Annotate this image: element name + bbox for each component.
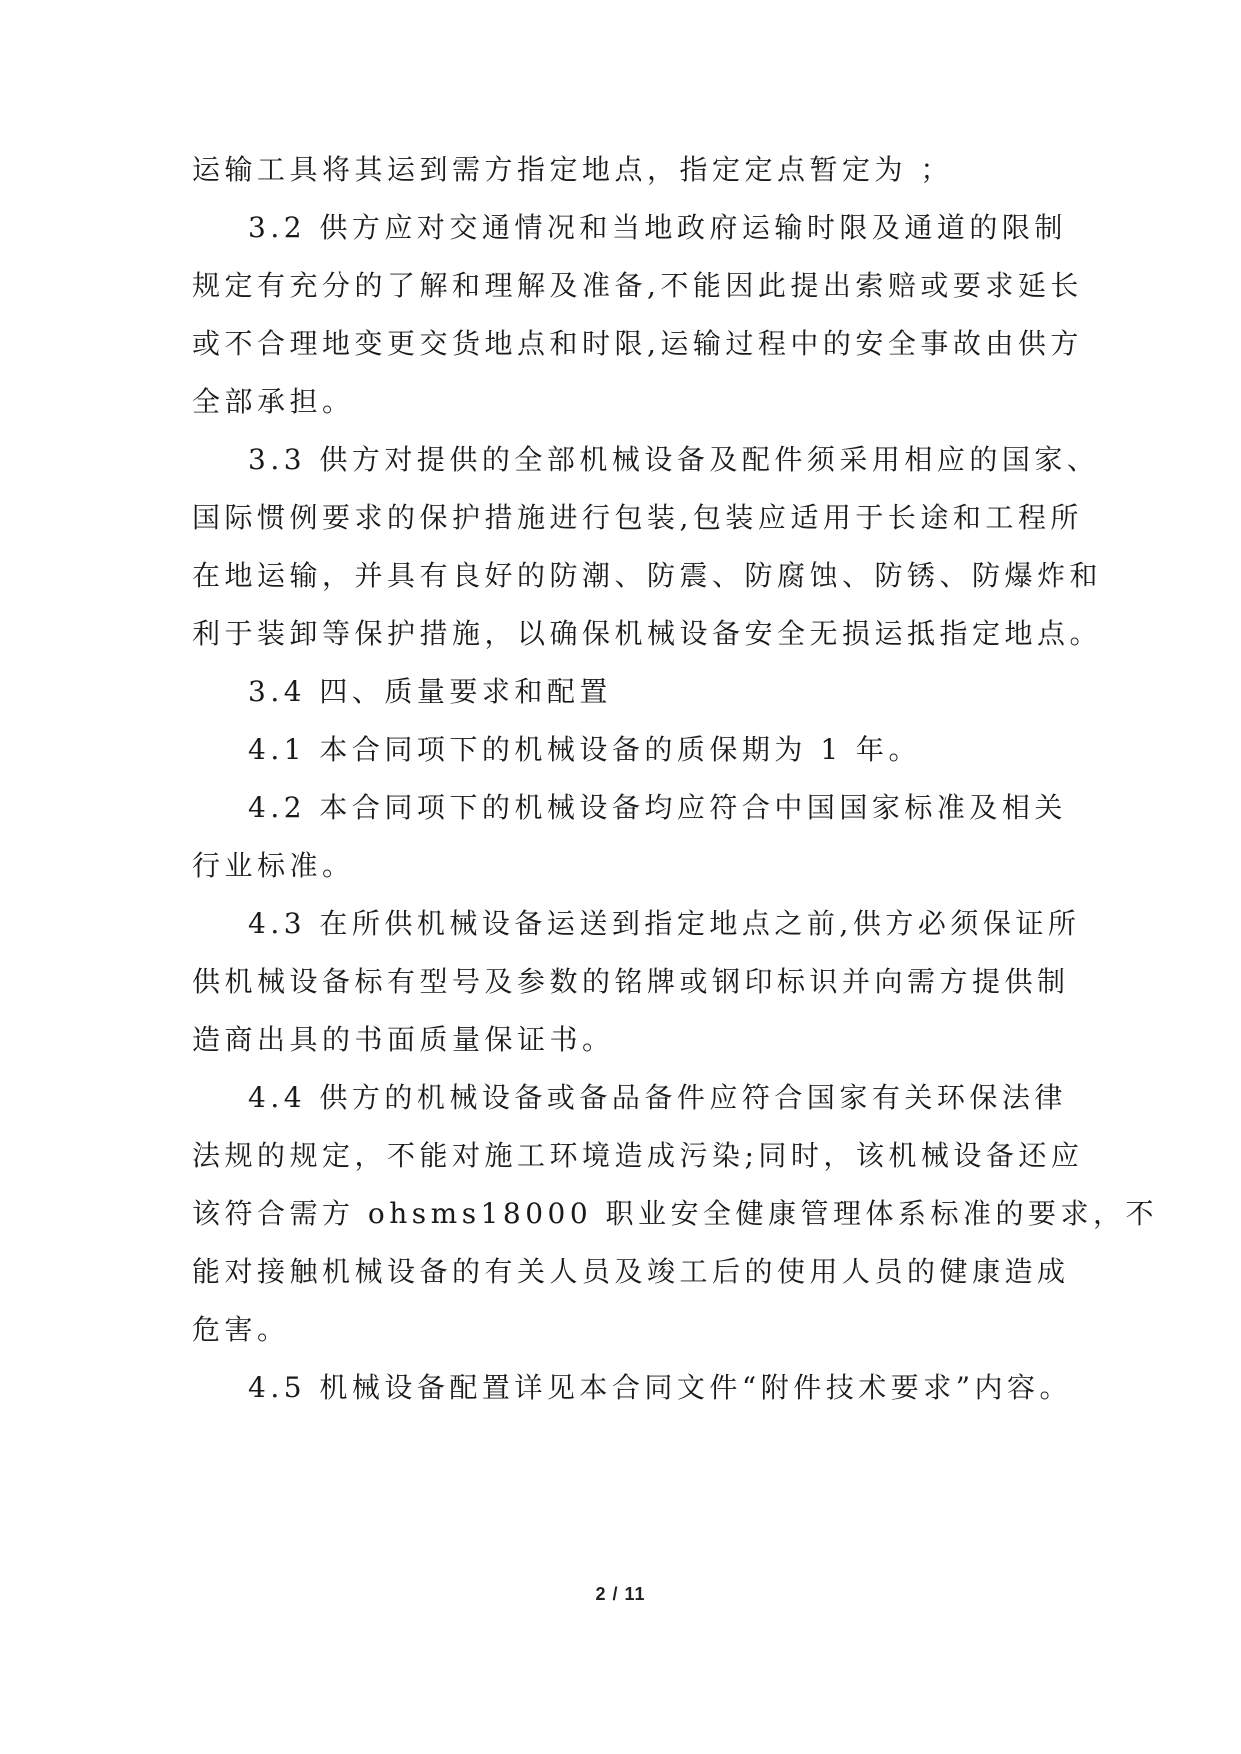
paragraph-line: 国际惯例要求的保护措施进行包装,包装应适用于长途和工程所 — [192, 501, 1083, 534]
paragraph-line: 在地运输，并具有良好的防潮、防震、防腐蚀、防锈、防爆炸和 — [192, 559, 1103, 592]
paragraph-line: 4.2 本合同项下的机械设备均应符合中国国家标准及相关 — [248, 791, 1067, 824]
section-heading: 3.4 四、质量要求和配置 — [248, 675, 612, 708]
paragraph-line: 能对接触机械设备的有关人员及竣工后的使用人员的健康造成 — [192, 1255, 1070, 1288]
paragraph-line: 行业标准。 — [192, 849, 355, 882]
paragraph-line: 运输工具将其运到需方指定地点，指定定点暂定为 ； — [192, 153, 953, 186]
paragraph-line: 供机械设备标有型号及参数的铭牌或钢印标识并向需方提供制 — [192, 965, 1070, 998]
paragraph-line: 规定有充分的了解和理解及准备,不能因此提出索赔或要求延长 — [192, 269, 1083, 302]
paragraph-line: 利于装卸等保护措施，以确保机械设备安全无损运抵指定地点。 — [192, 617, 1103, 650]
paragraph-line: 4.1 本合同项下的机械设备的质保期为 1 年。 — [248, 733, 922, 766]
paragraph-line: 法规的规定，不能对施工环境造成污染;同时，该机械设备还应 — [192, 1139, 1084, 1172]
paragraph-line: 该符合需方 ohsms18000 职业安全健康管理体系标准的要求，不 — [192, 1197, 1159, 1230]
paragraph-line: 全部承担。 — [192, 385, 355, 418]
page-number: 2 / 11 — [595, 1584, 646, 1604]
paragraph-line: 造商出具的书面质量保证书。 — [192, 1023, 615, 1056]
paragraph-line: 危害。 — [192, 1313, 290, 1346]
paragraph-line: 3.3 供方对提供的全部机械设备及配件须采用相应的国家、 — [248, 443, 1100, 476]
paragraph-line: 4.4 供方的机械设备或备品备件应符合国家有关环保法律 — [248, 1081, 1067, 1114]
paragraph-line: 4.3 在所供机械设备运送到指定地点之前,供方必须保证所 — [248, 907, 1081, 940]
paragraph-line: 或不合理地变更交货地点和时限,运输过程中的安全事故由供方 — [192, 327, 1083, 360]
paragraph-line: 4.5 机械设备配置详见本合同文件“附件技术要求”内容。 — [248, 1371, 1073, 1404]
paragraph-line: 3.2 供方应对交通情况和当地政府运输时限及通道的限制 — [248, 211, 1067, 244]
